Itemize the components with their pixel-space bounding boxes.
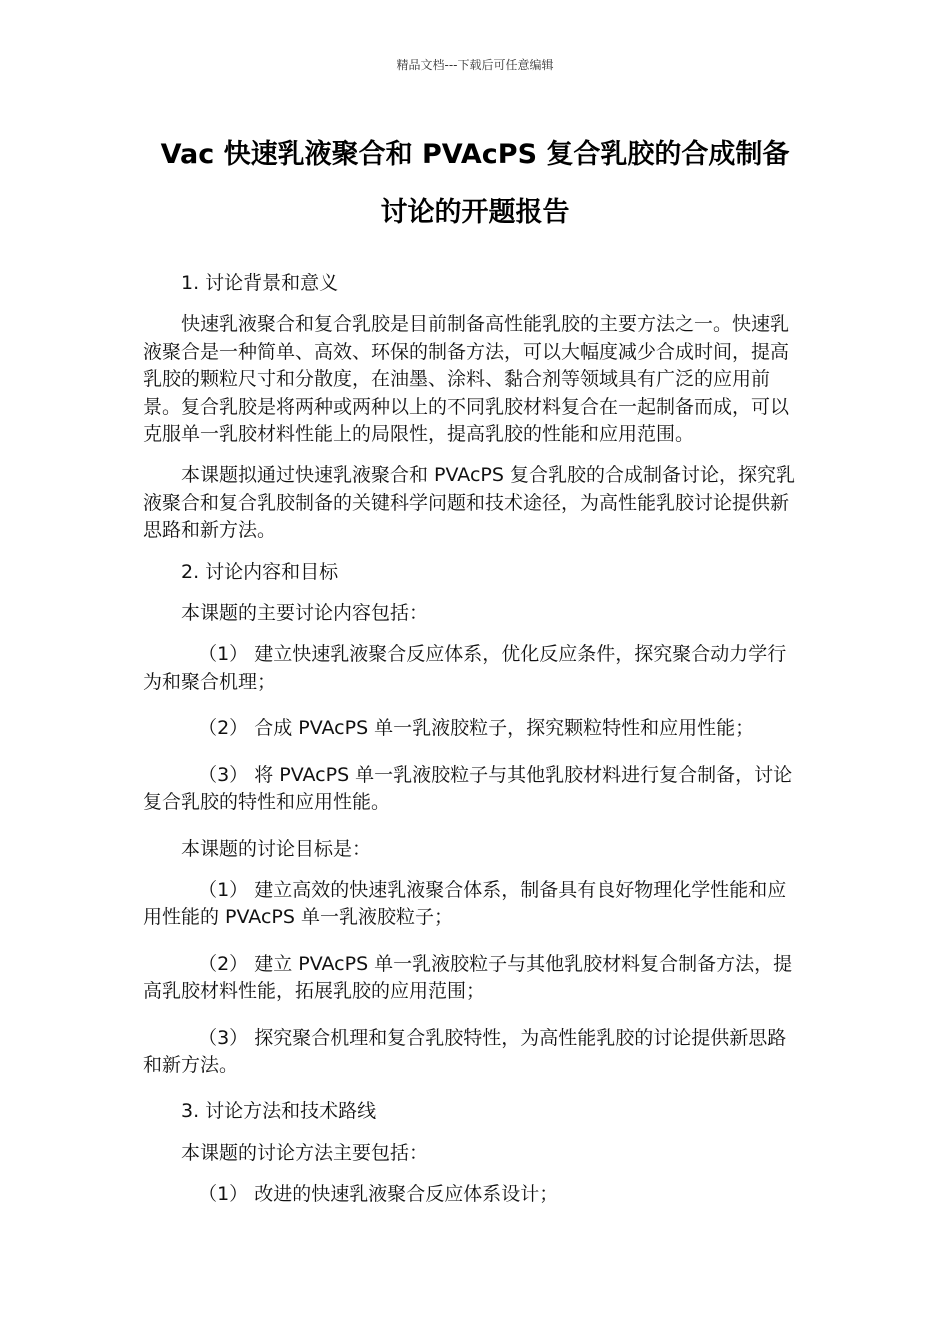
- goal-list-item: （2） 建立 PVAcPS 单一乳液胶粒子与其他乳胶材料复合制备方法，提高乳胶材料性能，拓展乳胶的应用范围；: [143, 952, 793, 1003]
- section-3-intro: 本课题的讨论方法主要包括：: [181, 1141, 429, 1164]
- content-list-item: （3） 将 PVAcPS 单一乳液胶粒子与其他乳胶材料进行复合制备，讨论复合乳胶的特性和应用性能。: [143, 763, 793, 814]
- section-heading-1: 1. 讨论背景和意义: [181, 272, 339, 294]
- goal-list-item: （1） 建立高效的快速乳液聚合体系，制备具有良好物理化学性能和应用性能的 PVAcPS 单一乳液胶粒子；: [143, 878, 787, 929]
- content-list-item: （1） 建立快速乳液聚合反应体系，优化反应条件，探究聚合动力学行为和聚合机理；: [143, 643, 787, 693]
- document-title-line-1: Vac 快速乳液聚合和 PVAcPS 复合乳胶的合成制备: [160, 139, 790, 170]
- section-heading-2: 2. 讨论内容和目标: [181, 560, 339, 583]
- section-2-intro: 本课题的主要讨论内容包括：: [181, 602, 429, 625]
- document-body: [143, 270, 803, 1228]
- section-2-goal-intro: 本课题的讨论目标是：: [181, 837, 372, 860]
- section-heading-3: 3. 讨论方法和技术路线: [181, 1100, 377, 1123]
- page-header-watermark: 精品文档---下载后可任意编辑: [396, 58, 554, 72]
- section-1-paragraph-1: 快速乳液聚合和复合乳胶是目前制备高性能乳胶的主要方法之一。快速乳液聚合是一种简单、高效、环保的制备方法，可以大幅度减少合成时间，提高乳胶的颗粒尺寸和分散度，在油墨、涂料、黏合剂等领域具有广泛的应用前景。复合乳胶是将两种或两种以上的不同乳胶材料复合在一起制备而成，可以克服单一乳胶材料性能上的局限性，提高乳胶的性能和应用范围。: [143, 313, 790, 446]
- goal-list-item: （3） 探究聚合机理和复合乳胶特性，为高性能乳胶的讨论提供新思路和新方法。: [143, 1026, 787, 1076]
- content-list-item: （2） 合成 PVAcPS 单一乳液胶粒子，探究颗粒特性和应用性能；: [198, 717, 755, 740]
- section-1-paragraph-2: 本课题拟通过快速乳液聚合和 PVAcPS 复合乳胶的合成制备讨论，探究乳液聚合和复合乳胶制备的关键科学问题和技术途径，为高性能乳胶讨论提供新思路和新方法。: [143, 464, 795, 542]
- method-list-item: （1） 改进的快速乳液聚合反应体系设计；: [198, 1183, 559, 1206]
- document-title-line-2: 讨论的开题报告: [380, 197, 570, 228]
